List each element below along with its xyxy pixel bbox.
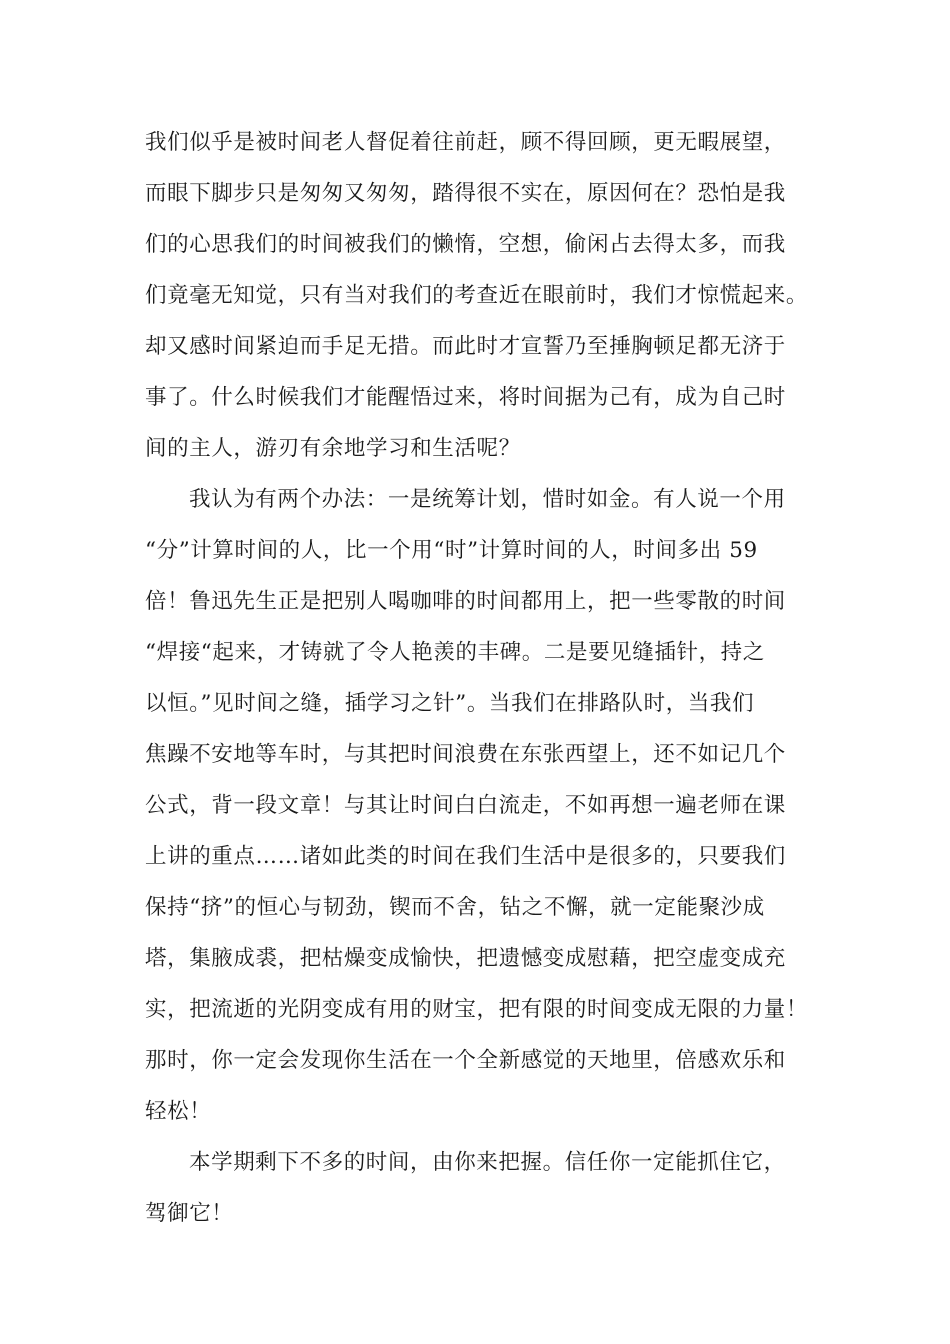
paragraph-3-line-1: 本学期剩下不多的时间，由你来把握。信任你一定能抓住它， <box>189 1150 786 1175</box>
paragraph-2-line-1: 我认为有两个办法：一是统筹计划，惜时如金。有人说一个用 <box>189 487 786 512</box>
paragraph-2-line-8: 上讲的重点……诸如此类的时间在我们生活中是很多的，只要我们 <box>145 844 786 869</box>
paragraph-2-line-12: 那时，你一定会发现你生活在一个全新感觉的天地里，倍感欢乐和 <box>145 1048 786 1073</box>
paragraph-2-line-13: 轻松！ <box>145 1099 212 1124</box>
paragraph-2-line-7: 公式，背一段文章！与其让时间白白流走，不如再想一遍老师在课 <box>145 793 786 818</box>
paragraph-2-line-6: 焦躁不安地等车时，与其把时间浪费在东张西望上，还不如记几个 <box>145 742 786 767</box>
paragraph-1-line-5: 却又感时间紧迫而手足无措。而此时才宣誓乃至捶胸顿足都无济于 <box>145 334 786 359</box>
paragraph-2-line-2: “分”计算时间的人，比一个用“时”计算时间的人，时间多出 59 <box>145 538 758 563</box>
paragraph-2-line-4: “焊接“起来，才铸就了令人艳羡的丰碑。二是要见缝插针，持之 <box>145 640 765 665</box>
paragraph-2-line-9: 保持“挤”的恒心与韧劲，锲而不舍，钻之不懈，就一定能聚沙成 <box>145 895 765 920</box>
paragraph-1-line-1: 我们似乎是被时间老人督促着往前赶，顾不得回顾，更无暇展望， <box>145 130 786 155</box>
paragraph-1-line-3: 们的心思我们的时间被我们的懒惰，空想，偷闲占去得太多，而我 <box>145 232 786 257</box>
paragraph-2-line-3: 倍！鲁迅先生正是把别人喝咖啡的时间都用上，把一些零散的时间 <box>145 589 786 614</box>
paragraph-1-line-2: 而眼下脚步只是匆匆又匆匆，踏得很不实在，原因何在？恐怕是我 <box>145 181 786 206</box>
paragraph-1-line-7: 间的主人，游刃有余地学习和生活呢？ <box>145 436 521 461</box>
paragraph-2-line-10: 塔，集腋成裘，把枯燥变成愉快，把遗憾变成慰藉，把空虚变成充 <box>145 946 786 971</box>
paragraph-2-line-11: 实，把流逝的光阴变成有用的财宝，把有限的时间变成无限的力量！ <box>145 997 809 1022</box>
paragraph-1-line-4: 们竟毫无知觉，只有当对我们的考查近在眼前时，我们才惊慌起来。 <box>145 283 809 308</box>
paragraph-1-line-6: 事了。什么时候我们才能醒悟过来，将时间据为己有，成为自己时 <box>145 385 786 410</box>
paragraph-3-line-2: 驾御它！ <box>145 1201 234 1226</box>
paragraph-2-line-5: 以恒。”见时间之缝，插学习之针”。当我们在排路队时，当我们 <box>145 691 755 716</box>
